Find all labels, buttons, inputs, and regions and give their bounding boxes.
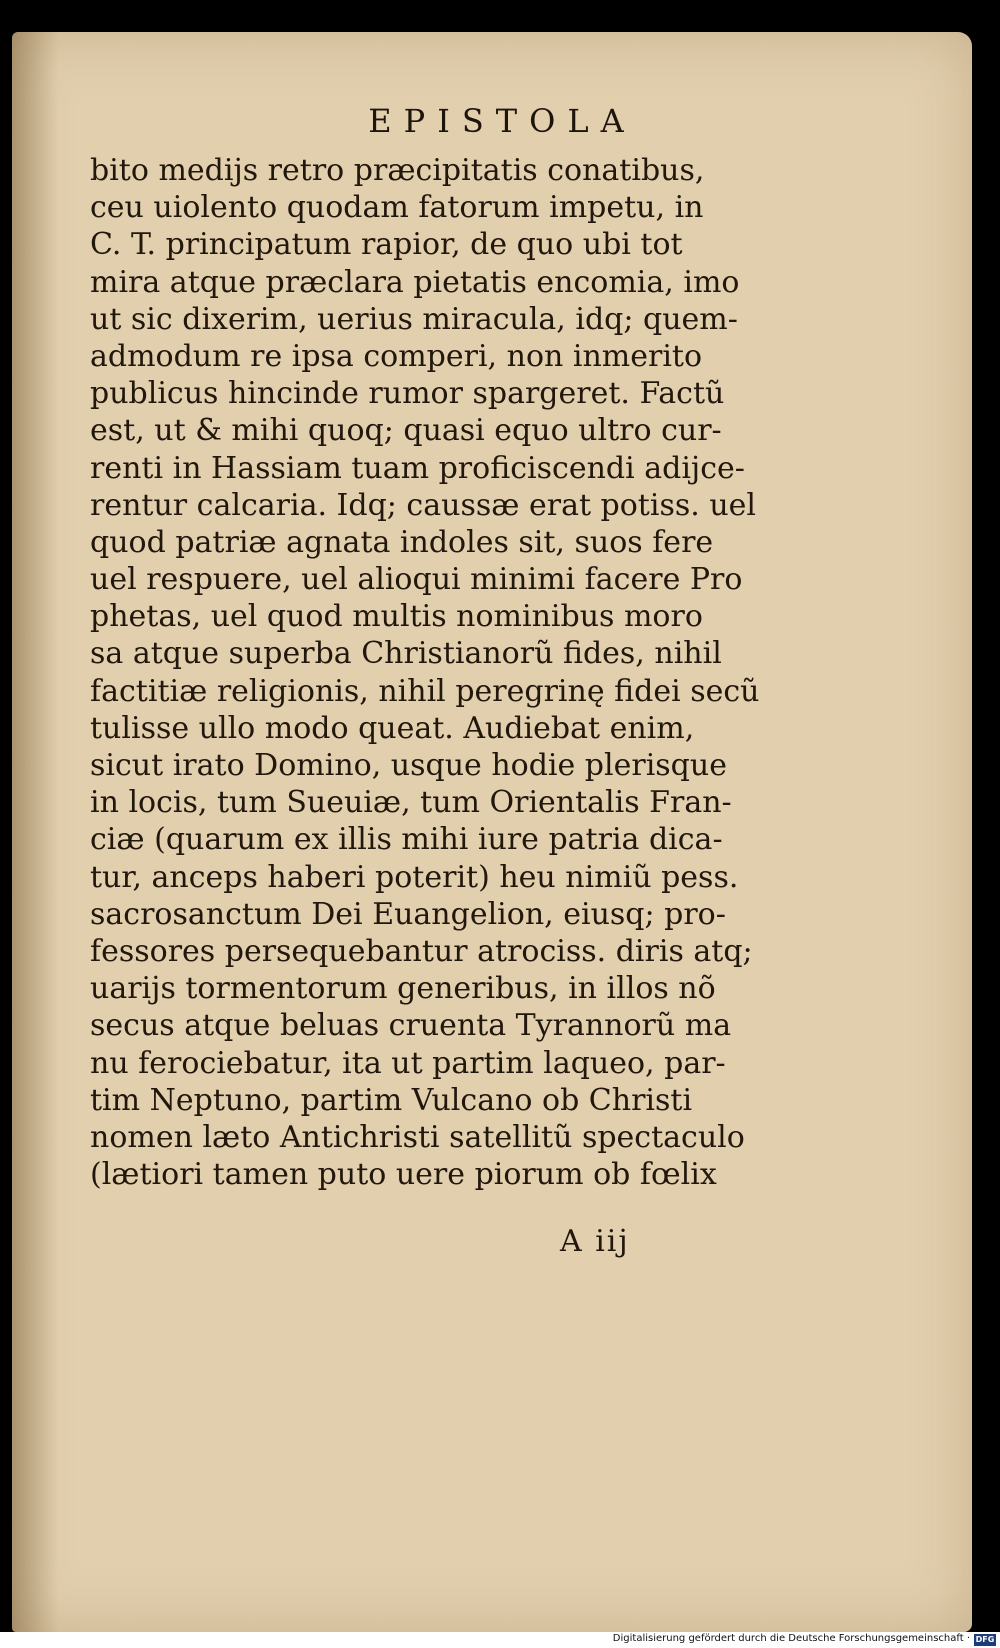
text-line: ciæ (quarum ex illis mihi iure patria dica- (90, 822, 723, 858)
scanned-page (12, 32, 972, 1632)
text-line: tulisse ullo modo queat. Audiebat enim, (90, 710, 695, 746)
text-line: nomen læto Antichristi satellitũ spectaculo (90, 1119, 745, 1155)
text-line: uarijs tormentorum generibus, in illos nõ (90, 971, 716, 1007)
text-line: (lætiori tamen puto uere piorum ob fœlix (90, 1157, 717, 1193)
dfg-logo: DFG (975, 1635, 995, 1644)
text-line: tur, anceps haberi poterit) heu nimiũ pess. (90, 859, 739, 895)
text-line: C. T. principatum rapior, de quo ubi tot (90, 227, 683, 263)
text-line: sa atque superba Christianorũ fides, nihil (90, 636, 722, 672)
footer-credit: Digitalisierung gefördert durch die Deutsche Forschungsgemeinschaft · (612, 1633, 970, 1644)
text-line: sacrosanctum Dei Euangelion, eiusq; pro- (90, 896, 726, 932)
body-text (90, 152, 760, 1193)
text-line: tim Neptuno, partim Vulcano ob Christi (90, 1082, 693, 1118)
text-line: in locis, tum Sueuiæ, tum Orientalis Fran- (90, 785, 732, 821)
text-line: sicut irato Domino, usque hodie plerisque (90, 748, 727, 783)
text-line: publicus hincinde rumor spargeret. Factũ (90, 376, 725, 412)
page-header: EPISTOLA (368, 102, 636, 140)
footer-bar (0, 1632, 1000, 1648)
text-line: ceu uiolento quodam fatorum impetu, in (90, 190, 704, 226)
text-line: renti in Hassiam tuam proficiscendi adijce- (90, 450, 745, 486)
text-line: bito medijs retro præcipitatis conatibus, (90, 153, 705, 188)
signature-mark: A iij (560, 1224, 630, 1259)
text-line: mira atque præclara pietatis encomia, imo (90, 264, 740, 300)
text-line: rentur calcaria. Idq; caussæ erat potiss. uel (90, 487, 756, 523)
text-line: phetas, uel quod multis nominibus moro (90, 599, 703, 635)
text-line: secus atque beluas cruenta Tyrannorũ ma (90, 1008, 732, 1044)
text-line: est, ut & mihi quoq; quasi equo ultro cur- (90, 413, 722, 449)
text-line: nu ferociebatur, ita ut partim laqueo, par- (90, 1045, 726, 1081)
text-line: ut sic dixerim, uerius miracula, idq; quem- (90, 301, 738, 337)
text-line: uel respuere, uel alioqui minimi facere Pro (90, 562, 743, 598)
text-line: quod patriæ agnata indoles sit, suos fere (90, 524, 714, 560)
text-line: factitiæ religionis, nihil peregrinę fidei secũ (90, 673, 760, 709)
text-line: fessores persequebantur atrociss. diris atq; (90, 933, 753, 969)
text-line: admodum re ipsa comperi, non inmerito (90, 338, 703, 374)
